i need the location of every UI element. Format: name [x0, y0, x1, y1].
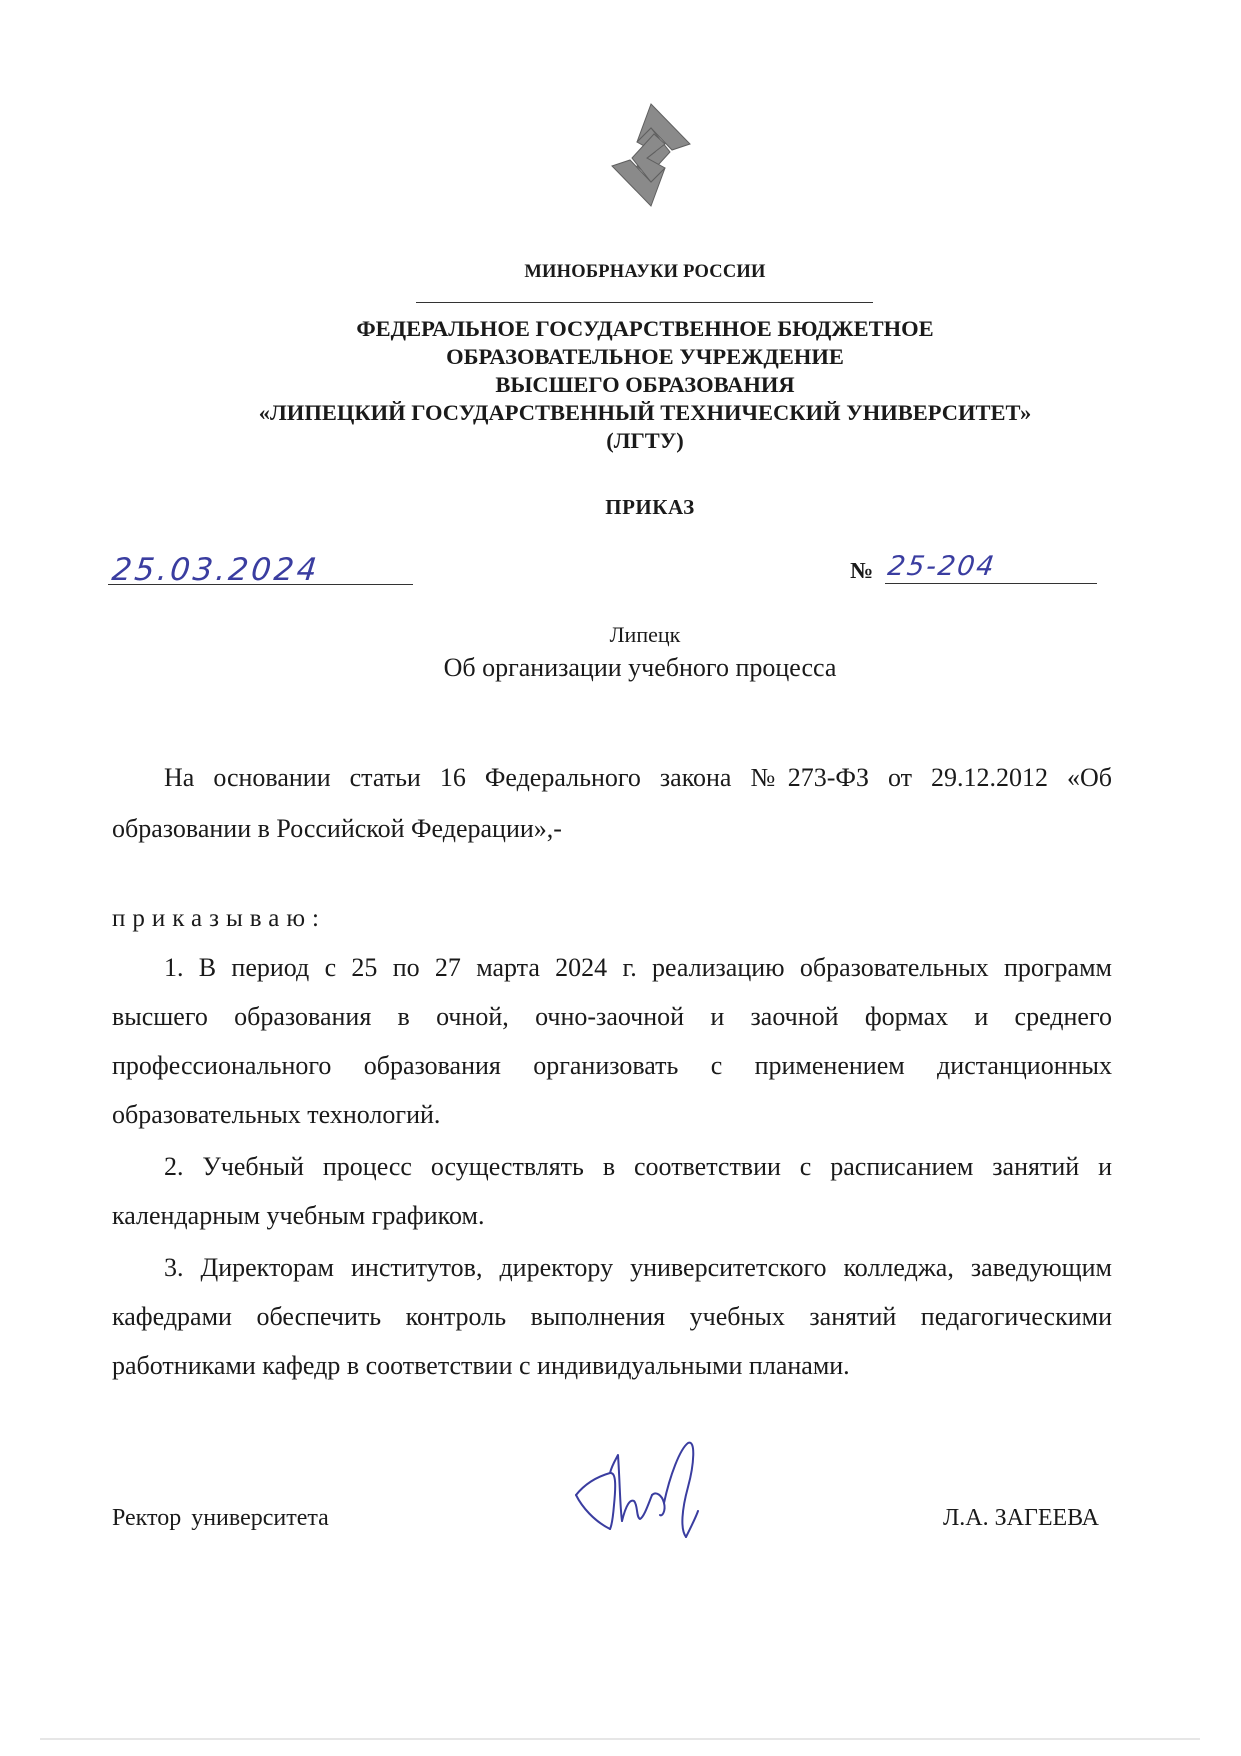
item-line: календарным учебным графиком.: [112, 1201, 485, 1230]
org-line: ФЕДЕРАЛЬНОЕ ГОСУДАРСТВЕННОЕ БЮДЖЕТНОЕ: [356, 316, 934, 341]
order-city: Липецк: [609, 622, 681, 647]
order-subject: Об организации учебного процесса: [443, 653, 837, 682]
item-line: 1. В период с 25 по 27 марта 2024 г. реализацию образовательных программ: [164, 953, 1112, 982]
item-line: высшего образования в очной, очно-заочной и заочной формах и среднего: [112, 1002, 1112, 1031]
item-line: кафедрами обеспечить контроль выполнения учебных занятий педагогическими: [112, 1302, 1112, 1331]
order-item-1: [112, 943, 1112, 1139]
order-item-2: [112, 1142, 1112, 1240]
ministry-divider: [416, 302, 873, 303]
basis-line: На основании статьи 16 Федерального закона №273-ФЗ от 29.12.2012 «Об: [164, 763, 1112, 792]
org-line: (ЛГТУ): [606, 428, 684, 453]
order-item-3: [112, 1243, 1112, 1390]
handwritten-signature: [570, 1425, 720, 1550]
basis-line: образовании в Российской Федерации»,-: [112, 814, 562, 843]
ministry-name: МИНОБРНАУКИ РОССИИ: [524, 262, 766, 282]
order-number-sign: №: [850, 558, 874, 583]
order-date: 25.03.2024: [110, 552, 322, 588]
item-line: образовательных технологий.: [112, 1100, 441, 1129]
date-underline: [108, 584, 413, 585]
order-word: приказываю:: [112, 905, 326, 932]
order-basis: [112, 752, 1112, 854]
organization-name: [150, 315, 1140, 455]
item-line: работниками кафедр в соответствии с индивидуальными планами.: [112, 1351, 850, 1380]
item-line: 3. Директорам институтов, директору университетского колледжа, заведующим: [164, 1253, 1112, 1282]
number-underline: [885, 583, 1097, 584]
item-line: 2. Учебный процесс осуществлять в соответствии с расписанием занятий и: [164, 1152, 1112, 1181]
signatory-name: Л.А. ЗАГЕЕВА: [943, 1505, 1099, 1531]
item-line: профессионального образования организовать с применением дистанционных: [112, 1051, 1112, 1080]
org-line: ВЫСШЕГО ОБРАЗОВАНИЯ: [495, 372, 795, 397]
signatory-position: Ректор университета: [112, 1505, 329, 1531]
org-line: «ЛИПЕЦКИЙ ГОСУДАРСТВЕННЫЙ ТЕХНИЧЕСКИЙ УНИВЕРСИТЕТ»: [258, 400, 1032, 425]
scan-bottom-edge: [40, 1738, 1200, 1740]
ltu-emblem-icon: [610, 100, 692, 210]
order-title: ПРИКАЗ: [605, 495, 695, 519]
order-items: [112, 943, 1112, 1393]
order-number: 25-204: [885, 551, 998, 582]
org-line: ОБРАЗОВАТЕЛЬНОЕ УЧРЕЖДЕНИЕ: [446, 344, 844, 369]
